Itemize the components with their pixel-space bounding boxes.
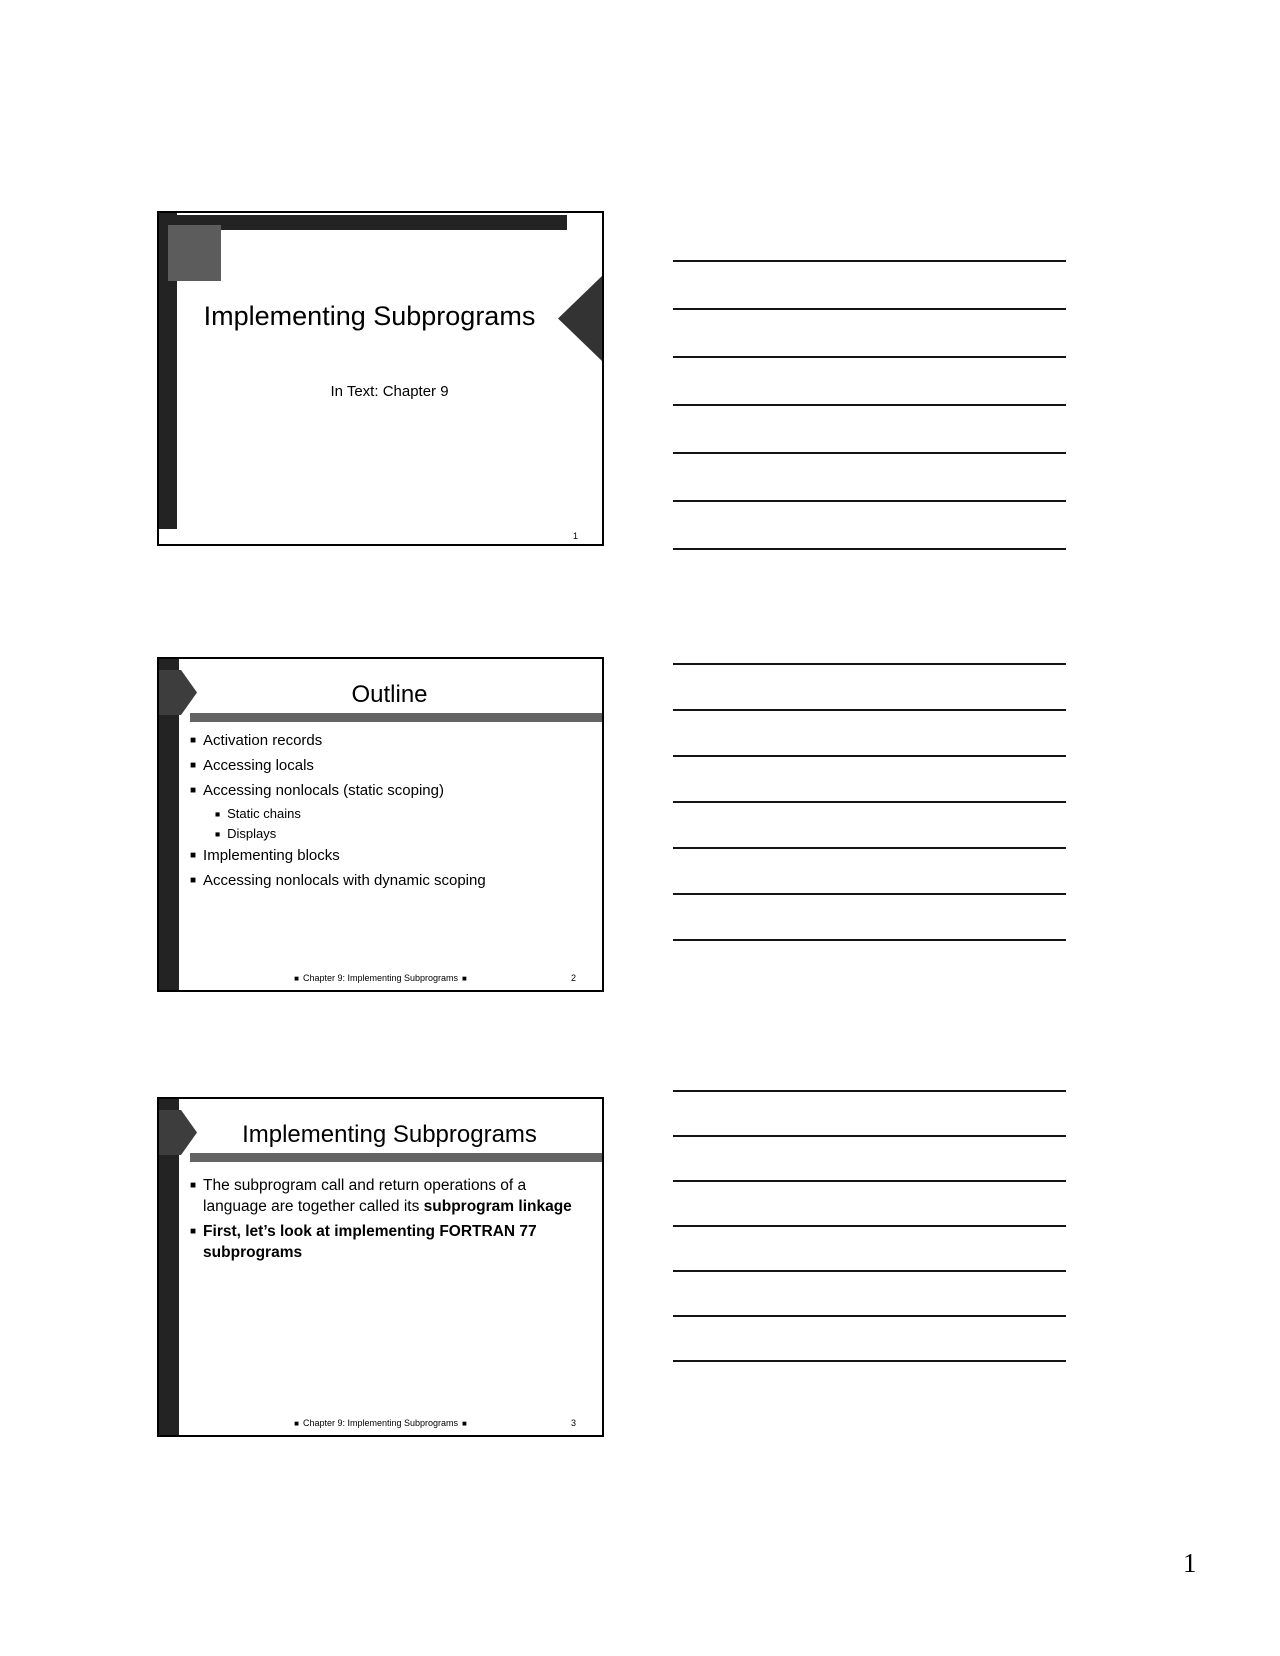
- bullet-square-icon: ■: [190, 760, 197, 771]
- title-divider: [190, 713, 602, 722]
- note-line: [673, 1090, 1066, 1092]
- slide-number: 1: [572, 531, 578, 541]
- note-line: [673, 308, 1066, 310]
- bullet-text: Accessing nonlocals with dynamic scoping: [203, 872, 486, 889]
- bullet-item: [215, 806, 594, 822]
- slide-title: Outline: [351, 681, 428, 708]
- bullet-text: Activation records: [203, 732, 323, 749]
- note-line: [673, 801, 1066, 803]
- slide-number: 3: [570, 1418, 576, 1428]
- note-line: [673, 939, 1066, 941]
- slide-2: [157, 657, 604, 992]
- bullet-item: [190, 731, 594, 750]
- slide-footer: [159, 1418, 602, 1430]
- note-line: [673, 260, 1066, 262]
- page-number: 1: [1183, 1548, 1197, 1578]
- note-line: [673, 847, 1066, 849]
- bullet-item: [190, 781, 594, 800]
- bullet-square-icon: ■: [190, 850, 197, 861]
- bullet-square-icon: ■: [190, 1226, 197, 1237]
- note-line: [673, 893, 1066, 895]
- bullet-text: Accessing nonlocals (static scoping): [203, 782, 444, 799]
- bullet-item: [190, 1175, 594, 1217]
- note-line: [673, 1270, 1066, 1272]
- bullet-text: Displays: [227, 826, 277, 841]
- bullet-text: Implementing blocks: [203, 847, 340, 864]
- note-line: [673, 500, 1066, 502]
- bullet-list: [190, 1175, 594, 1267]
- bullet-text: Accessing locals: [203, 757, 314, 774]
- bullet-text: First, let’s look at implementing FORTRAN 77 subprograms: [203, 1223, 537, 1261]
- bullet-square-icon: ■: [215, 809, 221, 819]
- slide-number: 2: [570, 973, 576, 983]
- footer-label: Chapter 9: Implementing Subprograms: [302, 973, 459, 983]
- note-line: [673, 1315, 1066, 1317]
- note-line: [673, 1180, 1066, 1182]
- note-line: [673, 1135, 1066, 1137]
- footer-bullet-icon: ■: [462, 1419, 467, 1428]
- notes-lines-group: [673, 663, 1066, 941]
- slide-subtitle: In Text: Chapter 9: [330, 383, 449, 400]
- bullet-square-icon: ■: [190, 1180, 197, 1191]
- note-line: [673, 452, 1066, 454]
- note-line: [673, 709, 1066, 711]
- footer-text: [159, 1418, 602, 1428]
- footer-label: Chapter 9: Implementing Subprograms: [302, 1418, 459, 1428]
- footer-text: [159, 973, 602, 983]
- footer-bullet-icon: ■: [462, 974, 467, 983]
- note-line: [673, 663, 1066, 665]
- note-line: [673, 1225, 1066, 1227]
- bullet-list: [190, 731, 594, 896]
- footer-bullet-icon: ■: [294, 974, 299, 983]
- bullet-item: [190, 846, 594, 865]
- left-arrow-icon: [558, 276, 602, 361]
- note-line: [673, 1360, 1066, 1362]
- title-slide-corner-square: [168, 225, 221, 281]
- bullet-square-icon: ■: [190, 735, 197, 746]
- note-line: [673, 356, 1066, 358]
- bullet-item: [215, 826, 594, 842]
- notes-lines-group: [673, 1090, 1066, 1362]
- note-line: [673, 548, 1066, 550]
- title-divider: [190, 1153, 602, 1162]
- footer-bullet-icon: ■: [294, 1419, 299, 1428]
- bullet-text: Static chains: [227, 806, 301, 821]
- slide-1: [157, 211, 604, 546]
- notes-lines-group: [673, 260, 1066, 550]
- note-line: [673, 755, 1066, 757]
- note-line: [673, 404, 1066, 406]
- slide-title: Implementing Subprograms: [203, 301, 536, 331]
- bullet-square-icon: ■: [190, 875, 197, 886]
- bullet-text: The subprogram call and return operations of a language are together called its subprogram linkage: [203, 1177, 572, 1215]
- slide-3: [157, 1097, 604, 1437]
- slide-title: Implementing Subprograms: [242, 1121, 537, 1148]
- bullet-item: [190, 756, 594, 775]
- bullet-square-icon: ■: [215, 829, 221, 839]
- bullet-item: [190, 1221, 594, 1263]
- slide-footer: [159, 973, 602, 985]
- bullet-square-icon: ■: [190, 785, 197, 796]
- bullet-item: [190, 871, 594, 890]
